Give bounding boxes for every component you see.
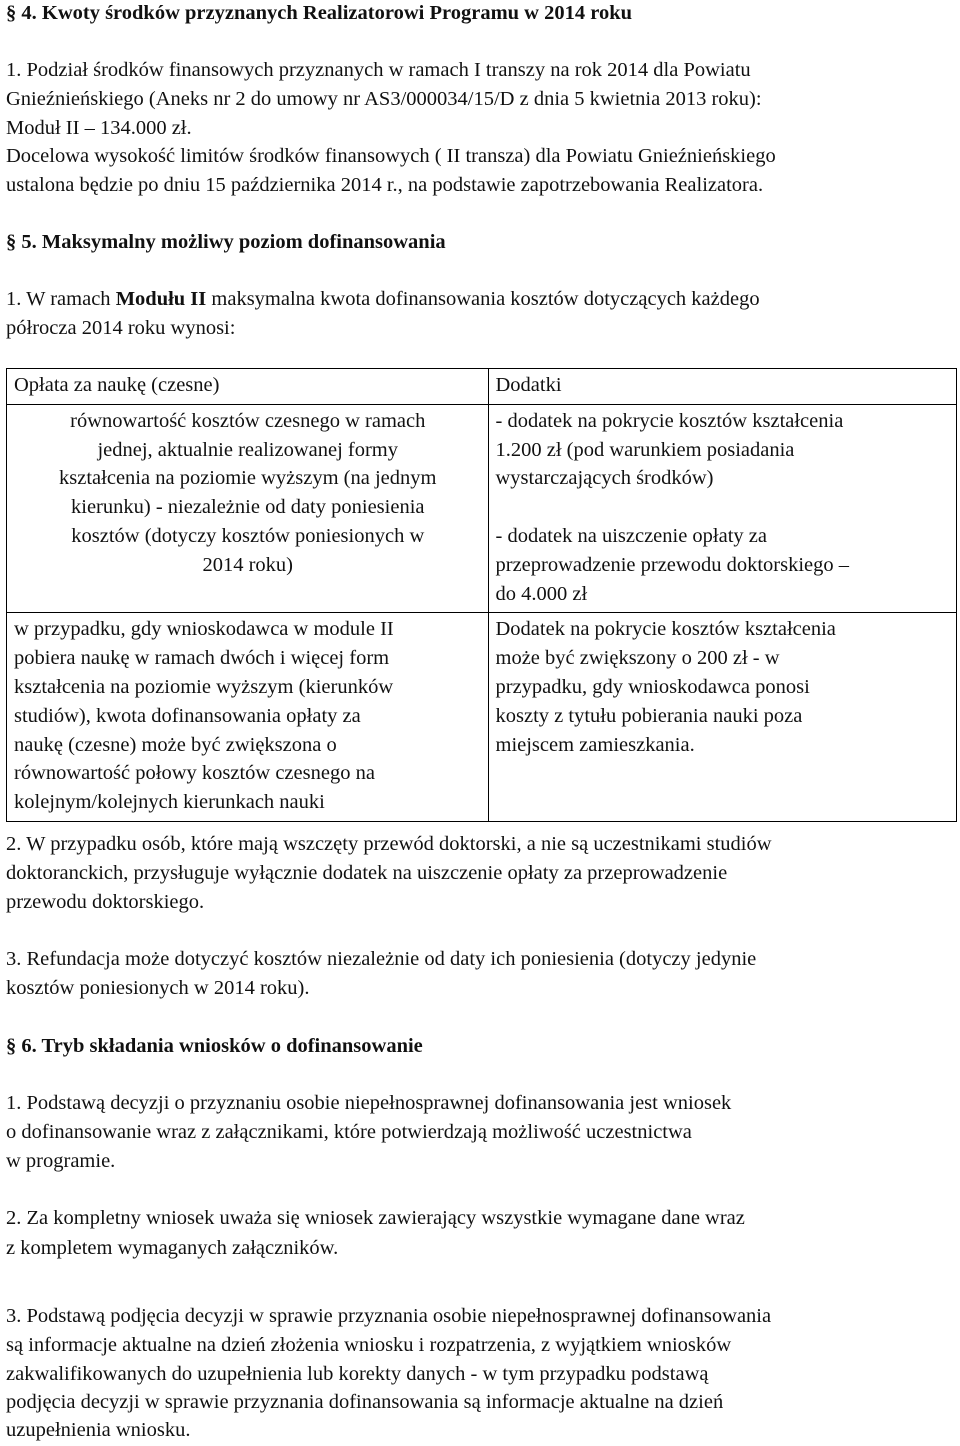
section-4-para-1-line-3: Moduł II – 134.000 zł.: [6, 117, 192, 139]
fees-extra-text: [7, 613, 488, 821]
section-6-para-1-line-2: o dofinansowanie wraz z załącznikami, które potwierdzają możliwość uczestnictwa: [6, 1121, 692, 1143]
table-header-cell: [7, 369, 489, 405]
table-cell: [7, 613, 489, 822]
cell-line: pobiera naukę w ramach dwóch i więcej form: [14, 647, 390, 670]
section-5-heading: § 5. Maksymalny możliwy poziom dofinansowania: [6, 231, 446, 253]
section-5-module-label: Modułu II: [115, 288, 207, 310]
section-6-para-3-line-2: są informacje aktualne na dzień złożenia wniosku i rozpatrzenia, z wyjątkiem wniosków: [6, 1334, 732, 1356]
section-5-para-3-line-1: 3. Refundacja może dotyczyć kosztów niezależnie od daty ich poniesienia (dotyczy jedynie: [6, 948, 757, 970]
cell-line: koszty z tytułu pobierania nauki poza: [495, 704, 803, 727]
table-header-fees: Opłata za naukę (czesne): [14, 374, 220, 396]
section-5-para-1-text-b: maksymalna kwota dofinansowania kosztów dotyczących każdego: [206, 288, 760, 310]
cell-line: miejscem zamieszkania.: [495, 733, 695, 756]
table-header-row: [7, 369, 957, 405]
cell-line: studiów), kwota dofinansowania opłaty za: [14, 704, 361, 727]
section-6-para-3-line-1: 3. Podstawą podjęcia decyzji w sprawie przyznania osobie niepełnosprawnej dofinansowania: [6, 1305, 772, 1327]
cell-line: w przypadku, gdy wnioskodawca w module II: [14, 618, 394, 641]
section-6-para-1-line-1: 1. Podstawą decyzji o przyznaniu osobie niepełnosprawnej dofinansowania jest wniosek: [6, 1092, 732, 1114]
cell-line: przypadku, gdy wnioskodawca ponosi: [495, 675, 810, 698]
cell-line: kierunku) - niezależnie od daty poniesienia: [71, 496, 425, 519]
section-5-para-2-line-1: 2. W przypadku osób, które mają wszczęty przewód doktorski, a nie są uczestnikami studiów: [6, 833, 772, 855]
cell-line: jednej, aktualnie realizowanej formy: [97, 438, 399, 461]
section-6-para-1-line-3: w programie.: [6, 1150, 116, 1172]
allowances-extra-text: [489, 613, 957, 763]
section-5-para-2-line-3: przewodu doktorskiego.: [6, 891, 205, 913]
cell-line: kosztów (dotyczy kosztów poniesionych w: [71, 524, 425, 547]
cell-line: 1.200 zł (pod warunkiem posiadania: [495, 438, 795, 461]
table-cell: [488, 404, 957, 613]
section-4-heading: § 4. Kwoty środków przyznanych Realizatorowi Programu w 2014 roku: [6, 2, 633, 24]
funding-table: [6, 368, 957, 822]
cell-line: - dodatek na uiszczenie opłaty za: [495, 524, 767, 547]
table-header-cell: [488, 369, 957, 405]
cell-line: równowartość połowy kosztów czesnego na: [14, 762, 375, 785]
section-4-para-1-line-1: 1. Podział środków finansowych przyznanych w ramach I transzy na rok 2014 dla Powiatu: [6, 59, 751, 81]
cell-line: może być zwiększony o 200 zł - w: [495, 647, 780, 670]
table-cell: [7, 404, 489, 613]
table-header-allowances: Dodatki: [495, 374, 562, 396]
cell-line: wystarczających środków): [495, 467, 714, 490]
allowances-basic-text: [489, 405, 957, 613]
table-cell: [488, 613, 957, 822]
cell-line: Dodatek na pokrycie kosztów kształcenia: [495, 618, 836, 641]
cell-line: kształcenia na poziomie wyższym (na jednym: [59, 467, 437, 490]
section-4-para-2-line-1: Docelowa wysokość limitów środków finansowych ( II transza) dla Powiatu Gnieźnieńskiego: [6, 145, 776, 167]
section-6-para-3-line-3: zakwalifikowanych do uzupełnienia lub korekty danych - w tym przypadku podstawą: [6, 1363, 709, 1385]
section-6-para-2-line-2: z kompletem wymaganych załączników.: [6, 1237, 339, 1259]
cell-line: kolejnym/kolejnych kierunkach nauki: [14, 791, 325, 814]
section-6-heading: § 6. Tryb składania wniosków o dofinansowanie: [6, 1035, 423, 1057]
section-6-para-3-line-4: podjęcia decyzji w sprawie przyznania dofinansowania są informacje aktualne na dzień: [6, 1391, 724, 1413]
table-row: [7, 613, 957, 822]
cell-line: - dodatek na pokrycie kosztów kształcenia: [495, 409, 844, 432]
section-5-para-1-line-2: półrocza 2014 roku wynosi:: [6, 317, 236, 339]
section-6-para-2-line-1: 2. Za kompletny wniosek uważa się wniosek zawierający wszystkie wymagane dane wraz: [6, 1207, 745, 1229]
section-6-para-3-line-5: uzupełnienia wniosku.: [6, 1419, 191, 1441]
table-row: [7, 404, 957, 613]
cell-line: naukę (czesne) może być zwiększona o: [14, 733, 337, 756]
section-5-para-2-line-2: doktoranckich, przysługuje wyłącznie dodatek na uiszczenie opłaty za przeprowadzenie: [6, 862, 728, 884]
cell-spacer: [496, 493, 951, 522]
section-4-para-2-line-2: ustalona będzie po dniu 15 października 2014 r., na podstawie zapotrzebowania Realizatora.: [6, 174, 764, 196]
section-5-para-1-text-a: 1. W ramach: [6, 288, 116, 310]
cell-line: przeprowadzenie przewodu doktorskiego –: [495, 553, 849, 576]
section-5-para-1-line-1: [6, 285, 760, 314]
section-5-para-3-line-2: kosztów poniesionych w 2014 roku).: [6, 977, 310, 999]
cell-line: równowartość kosztów czesnego w ramach: [70, 409, 426, 432]
cell-line: 2014 roku): [202, 553, 294, 576]
cell-line: kształcenia na poziomie wyższym (kierunków: [14, 675, 394, 698]
cell-line: do 4.000 zł: [495, 582, 588, 605]
section-4-para-1-line-2: Gnieźnieńskiego (Aneks nr 2 do umowy nr AS3/000034/15/D z dnia 5 kwietnia 2013 roku):: [6, 88, 762, 110]
fees-basic-text: [7, 405, 488, 584]
